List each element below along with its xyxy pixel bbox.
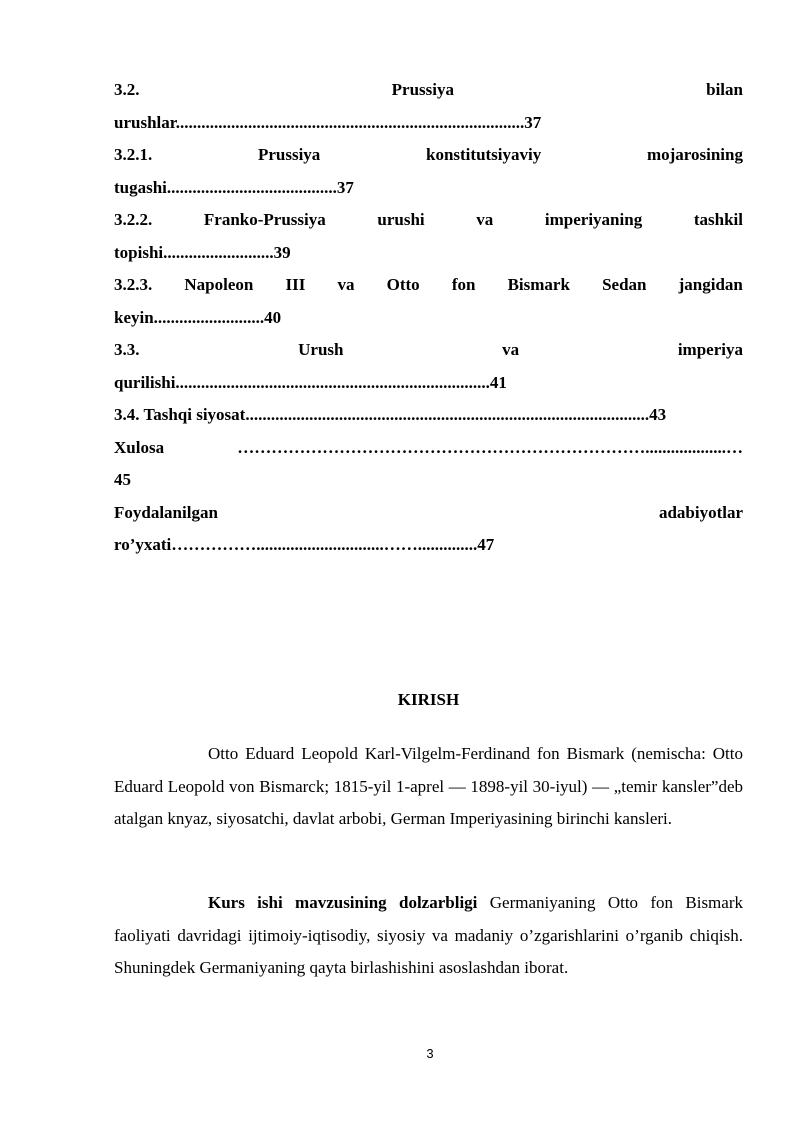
toc-word: Urush [298, 340, 344, 359]
toc-word: 3.2. [114, 80, 140, 99]
relevance-paragraph [114, 887, 743, 985]
toc-entry-title-line [114, 74, 743, 107]
toc-entry-title-line [114, 334, 743, 367]
toc-word: bilan [706, 80, 743, 99]
toc-entry-page-line: qurilishi..........................................................................41 [114, 372, 507, 392]
toc-entry-title-line [114, 139, 743, 172]
toc-word: adabiyotlar [658, 502, 743, 522]
toc-entry-title-line [114, 432, 743, 465]
toc-word: 3.3. [114, 340, 140, 359]
toc-word: jangidan [678, 275, 743, 294]
toc-word: 3.2.1. [114, 145, 153, 164]
toc-entry-title-line [114, 497, 743, 530]
toc-entry [114, 139, 743, 204]
toc-entry-title-line [114, 269, 743, 302]
toc-word: Franko-Prussiya [203, 210, 326, 229]
intro-paragraph: Otto Eduard Leopold Karl-Vilgelm-Ferdinand fon Bismark (nemischa: Otto Eduard Leopold von Bismarck; 1815-yil 1-aprel — 1898-yil 30-iyul) — „temir kansler”deb atalgan knyaz, siyosatchi, davlat arbobi, German Imperiyasining birinchi kansleri. [114, 744, 743, 829]
toc-word: Napoleon [184, 275, 254, 294]
toc-word: Xulosa [114, 437, 165, 457]
toc-entry-single-line: 3.4. Tashqi siyosat...............................................................................................43 [114, 405, 667, 424]
toc-leader-dots: ………………………………………………………………...................… [237, 437, 743, 457]
toc-word: urushi [377, 210, 425, 229]
toc-word: Prussiya [391, 80, 454, 99]
toc-entry-page-line: topishi..........................39 [114, 242, 291, 262]
toc-word: III [285, 275, 306, 294]
toc-word: tashkil [693, 210, 743, 229]
toc-entry-page-line: urushlar..................................................................................37 [114, 112, 542, 132]
relevance-text: Germaniyaning Otto fon Bismark faoliyati davridagi ijtimoiy-iqtisodiy, siyosiy va madaniy o’zgarishlarini o’rganib chiqish. Shuningdek Germaniyaning qayta birlashishini asoslashdan iborat. [114, 893, 743, 978]
toc-word: va [502, 340, 520, 359]
toc-entry-page-line: tugashi........................................37 [114, 177, 354, 197]
toc-entry [114, 399, 743, 432]
table-of-contents [114, 74, 743, 562]
toc-word: Bismark [507, 275, 570, 294]
page-number: 3 [426, 1046, 434, 1061]
toc-entry-title-line [114, 204, 743, 237]
toc-word: Sedan [602, 275, 647, 294]
toc-entry [114, 334, 743, 399]
toc-word: Foydalanilgan [114, 502, 218, 522]
toc-word: 3.2.2. [114, 210, 153, 229]
relevance-lead: Kurs ishi mavzusining dolzarbligi [208, 893, 478, 912]
toc-word: fon [451, 275, 476, 294]
toc-word: 3.2.3. [114, 275, 153, 294]
toc-entry [114, 269, 743, 334]
toc-word: va [337, 275, 355, 294]
toc-word: Otto [386, 275, 420, 294]
toc-word: va [476, 210, 494, 229]
section-heading: KIRISH [397, 690, 460, 709]
toc-entry-page-line: 45 [114, 470, 131, 489]
toc-entry-page-line: ro’yxati……………..............................……..............47 [114, 535, 495, 554]
toc-word: konstitutsiyaviy [426, 145, 542, 164]
toc-word: imperiya [677, 340, 743, 359]
toc-entry [114, 74, 743, 139]
toc-entry [114, 432, 743, 497]
toc-entry-page-line: keyin..........................40 [114, 307, 282, 327]
toc-entry [114, 204, 743, 269]
toc-word: imperiyaning [544, 210, 643, 229]
toc-word: mojarosining [646, 145, 743, 164]
toc-word: Prussiya [257, 145, 321, 164]
toc-entry [114, 497, 743, 562]
